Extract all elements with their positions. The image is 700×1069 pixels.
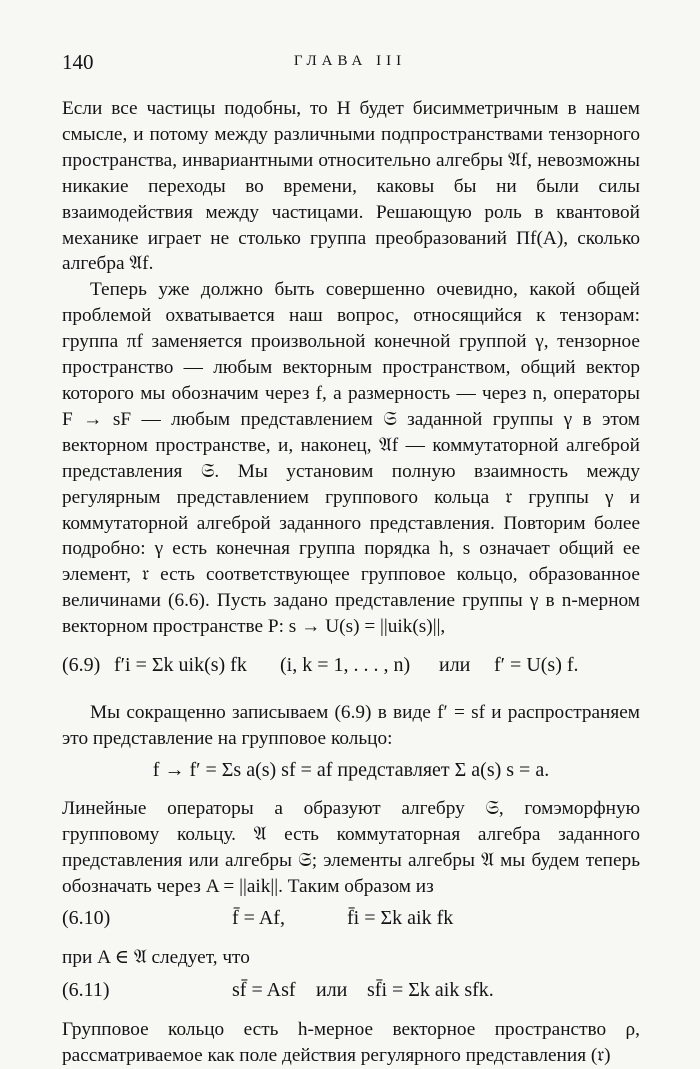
equation-lhs: f′i = Σk uik(s) fk <box>114 654 247 677</box>
equation-rhs: f′ = U(s) f. <box>494 654 579 677</box>
equation-6-11 <box>62 971 640 1017</box>
page-number: 140 <box>62 50 94 74</box>
paragraph-6: Групповое кольцо есть h-мерное векторное пространство ρ, рассматриваемое как поле действия регулярного представления (𝔯) <box>62 1019 640 1067</box>
equation-part-a: sf̄ = Asf <box>232 979 296 1002</box>
equation-range: (i, k = 1, . . . , n) <box>280 654 411 677</box>
paragraph-3: Мы сокращенно записываем (6.9) в виде f′ = sf и распространяем это представление на групповое кольцо: <box>62 702 640 749</box>
page-body <box>62 96 640 1069</box>
equation-label: (6.10) <box>62 907 111 930</box>
page-header <box>62 50 638 80</box>
equation-part-b: sf̄i = Σk aik sfk. <box>367 979 494 1002</box>
running-head: ГЛАВА III <box>293 53 407 69</box>
equation-label: (6.11) <box>62 979 110 1002</box>
equation-group-ring: f → f′ = Σs a(s) sf = af представляет Σ a(s) s = a. <box>152 758 550 781</box>
equation-6-9 <box>62 646 640 700</box>
paragraph-5: при A ∈ 𝔄 следует, что <box>62 947 250 969</box>
paragraph-4: Линейные операторы a образуют алгебру 𝔖, гомэморфную групповому кольцу. 𝔄 есть коммутаторная алгебра заданного представления или алгебры 𝔖; элементы алгебры 𝔄 мы будем теперь обозначать через A = ||aik||. Таким образом из <box>62 797 640 897</box>
equation-label: (6.9) <box>62 654 101 677</box>
paragraph-2: Теперь уже должно быть совершенно очевидно, какой общей проблемой охватывается наш вопрос, относящийся к тензорам: группа πf заменяется произвольной конечной группой γ, тензорное пространство — любым векторным пространством, общий вектор которого мы обозначим через f, а размерность — через n, операторы F → sF — любым представлением 𝔖 заданной группы γ в этом векторном пространстве, и, наконец, 𝔄f — коммутаторной алгеброй представления 𝔖. Мы установим полную взаимность между регулярным представлением группового кольца 𝔯 группы γ и коммутаторной алгеброй заданного представления. Повторим более подробно: γ есть конечная группа порядка h, s означает общий ее элемент, 𝔯 есть соответствующее групповое кольцо, образованное величинами (6.6). Пусть задано представление группы γ в n-мерном векторном пространстве P: s → U(s) = ||uik(s)||, <box>62 279 640 638</box>
equation-word: или <box>316 979 348 1002</box>
equation-word: или <box>439 654 471 677</box>
equation-6-10 <box>62 899 640 945</box>
paragraph-1: Если все частицы подобны, то H будет бисимметричным в нашем смысле, и потому между различными подпространствами тензорного пространства, инвариантными относительно алгебры 𝔄f, невозможны никакие переходы во времени, каковы бы ни были силы взаимодействия между частицами. Решающую роль в квантовой механике играет не столько группа преобразований Πf(A), сколько алгебра 𝔄f. <box>62 98 640 275</box>
equation-part-b: f̄i = Σk aik fk <box>347 907 454 930</box>
equation-part-a: f̄ = Af, <box>232 907 285 930</box>
